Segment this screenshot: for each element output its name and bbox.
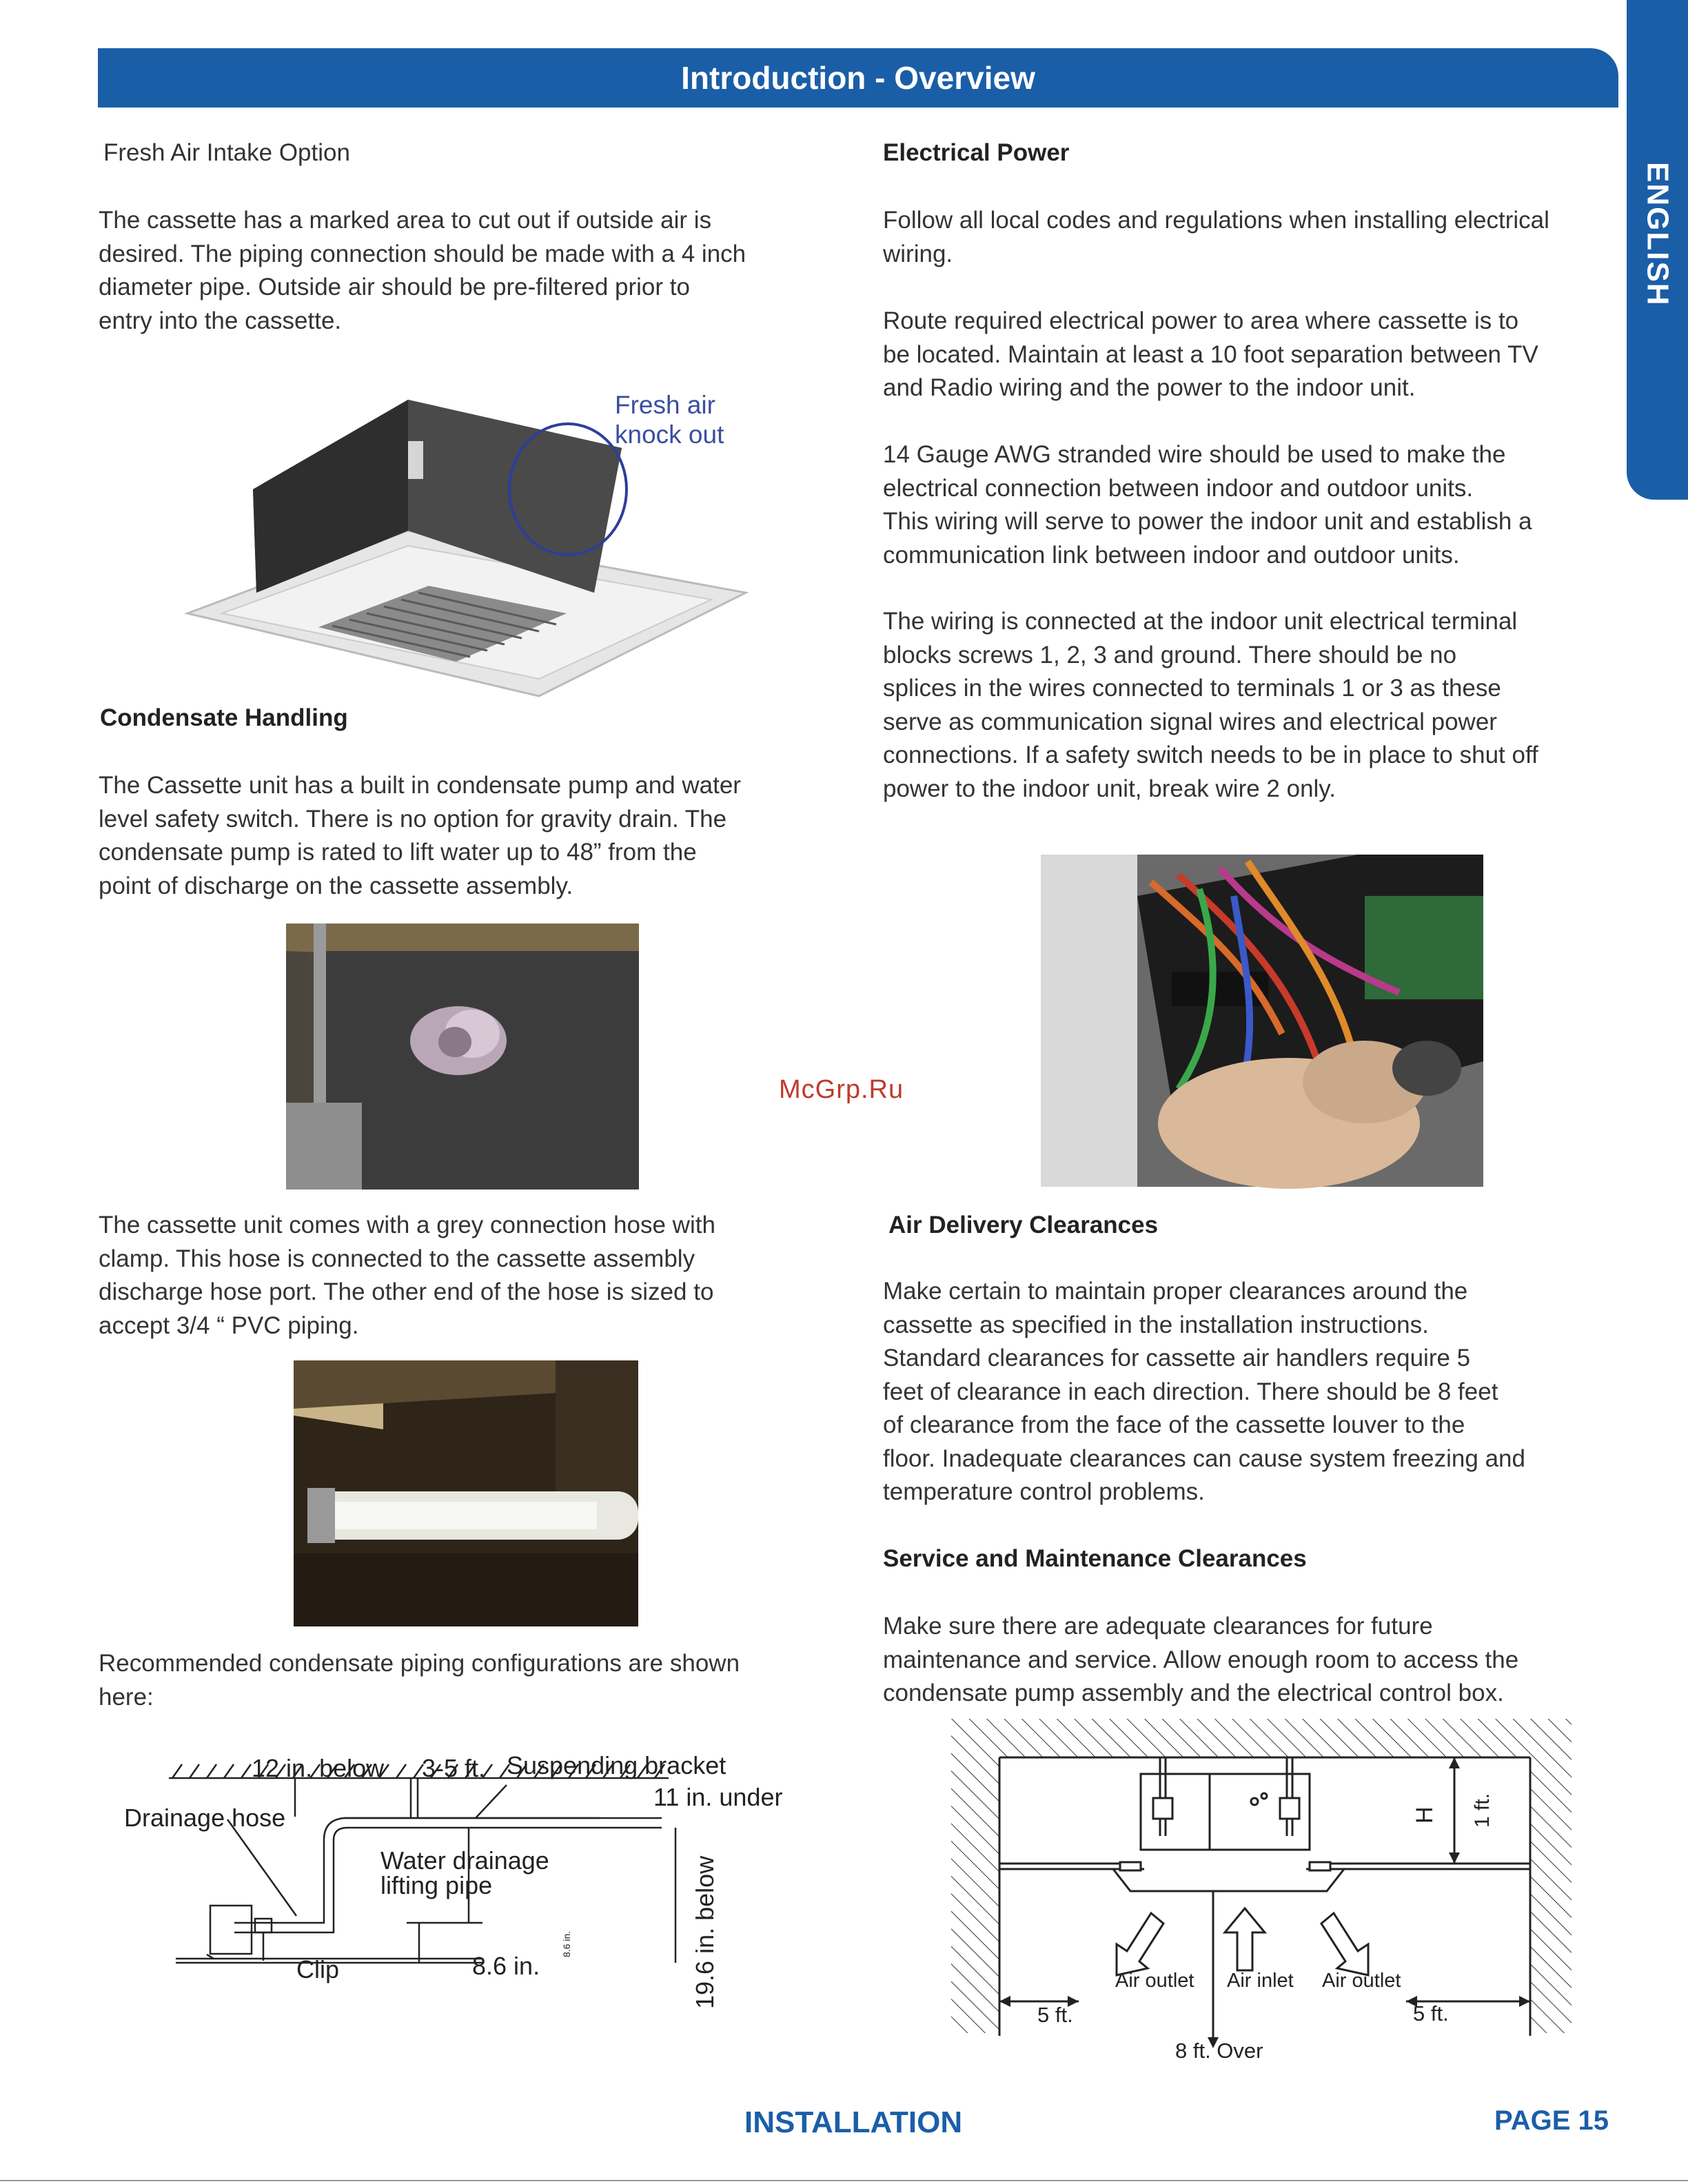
text-line: Standard clearances for cassette air handlers require 5	[883, 1345, 1471, 1371]
label-drainage-hose: Drainage hose	[124, 1804, 286, 1832]
electrical-p2	[883, 305, 1538, 405]
footer-section-label: INSTALLATION	[744, 2105, 963, 2139]
text-line: level safety switch. There is no option for gravity drain. The	[99, 805, 727, 833]
watermark: McGrp.Ru	[779, 1075, 904, 1104]
cassette-unit-illustration	[181, 365, 773, 703]
text-line: diameter pipe. Outside air should be pre-filtered prior to	[99, 274, 690, 300]
label-8-6-in: 8.6 in.	[472, 1952, 540, 1980]
footer-page-number: PAGE 15	[1494, 2105, 1609, 2136]
text-line: 14 Gauge AWG stranded wire should be used to make the	[883, 441, 1506, 468]
text-line: connections. If a safety switch needs to be in place to shut off	[883, 742, 1538, 768]
text-line: point of discharge on the cassette assembly.	[99, 872, 573, 899]
label-water-drainage: Water drainage	[380, 1846, 549, 1875]
service-heading: Service and Maintenance Clearances	[883, 1545, 1307, 1572]
text-line: power to the indoor unit, break wire 2 only.	[883, 775, 1336, 802]
text-line: electrical connection between indoor and outdoor units.	[883, 474, 1474, 502]
text-line: feet of clearance in each direction. There should be 8 feet	[883, 1378, 1498, 1405]
text-line: Make certain to maintain proper clearances around the	[883, 1278, 1468, 1305]
label-5-ft-left: 5 ft.	[1037, 2003, 1073, 2027]
text-line: wiring.	[883, 240, 953, 267]
text-line: discharge hose port. The other end of the hose is sized to	[99, 1278, 714, 1305]
electrical-p1	[883, 204, 1549, 271]
label-3-5-ft: 3-5 ft.	[422, 1754, 486, 1782]
text-line: The cassette unit comes with a grey connection hose with	[99, 1212, 715, 1238]
condensate-heading: Condensate Handling	[100, 704, 348, 731]
text-line: blocks screws 1, 2, 3 and ground. There should be no	[883, 641, 1457, 669]
text-line: be located. Maintain at least a 10 foot separation between TV	[883, 340, 1538, 368]
text-line: accept 3/4 “ PVC piping.	[99, 1312, 359, 1339]
fresh-air-body	[99, 204, 746, 338]
fresh-air-heading: Fresh Air Intake Option	[103, 139, 350, 166]
terminal-wiring-photo	[1041, 855, 1483, 1187]
fresh-air-callout-line1: Fresh air	[615, 391, 715, 419]
text-line: condensate pump is rated to lift water up to 48” from the	[99, 839, 697, 866]
text-line: maintenance and service. Allow enough room to access the	[883, 1646, 1519, 1673]
label-air-inlet: Air inlet	[1227, 1970, 1294, 1992]
page-title: Introduction - Overview	[681, 60, 1035, 96]
label-air-outlet-left: Air outlet	[1115, 1970, 1194, 1992]
text-line: clamp. This hose is connected to the cassette assembly	[99, 1245, 695, 1272]
electrical-p3	[883, 438, 1532, 572]
text-line: The Cassette unit has a built in condensate pump and water	[99, 772, 741, 799]
label-1-ft: 1 ft.	[1471, 1793, 1494, 1828]
text-line: desired. The piping connection should be made with a 4 inch	[99, 240, 746, 267]
label-8-ft-over: 8 ft. Over	[1175, 2039, 1263, 2063]
label-11-in-under: 11 in. under	[653, 1783, 783, 1811]
text-line: Route required electrical power to area where cassette is to	[883, 307, 1519, 334]
text-line: Recommended condensate piping configurations are shown	[99, 1650, 740, 1677]
text-line: The cassette has a marked area to cut out if outside air is	[99, 207, 712, 234]
connection-hose-photo	[294, 1360, 638, 1626]
hose-text	[99, 1209, 715, 1343]
label-5-ft-right: 5 ft.	[1413, 2001, 1449, 2025]
language-tab-label: ENGLISH	[1640, 162, 1675, 307]
text-line: condensate pump assembly and the electrical control box.	[883, 1680, 1504, 1706]
text-line: of clearance from the face of the cassette louver to the	[883, 1411, 1465, 1438]
text-line: Follow all local codes and regulations when installing electrical	[883, 207, 1549, 234]
clearance-diagram	[951, 1719, 1572, 2070]
recommended-text	[99, 1647, 740, 1714]
text-line: entry into the cassette.	[99, 307, 342, 334]
text-line: cassette as specified in the installation instructions.	[883, 1311, 1429, 1338]
text-line: here:	[99, 1683, 154, 1711]
label-air-outlet-right: Air outlet	[1322, 1970, 1401, 1992]
text-line: Make sure there are adequate clearances for future	[883, 1613, 1433, 1640]
air-delivery-heading: Air Delivery Clearances	[888, 1212, 1159, 1238]
text-line: and Radio wiring and the power to the indoor unit.	[883, 374, 1416, 401]
label-12-in-below: 12 in. below	[252, 1754, 385, 1782]
condensate-body	[99, 769, 741, 903]
label-small-8-6: 8.6 in.	[561, 1930, 572, 1957]
text-line: serve as communication signal wires and electrical power	[883, 708, 1497, 735]
electrical-heading: Electrical Power	[883, 139, 1070, 166]
service-body	[883, 1610, 1518, 1711]
text-line: temperature control problems.	[883, 1478, 1205, 1505]
fresh-air-callout-line2: knock out	[615, 420, 724, 449]
label-suspending-bracket: Suspending bracket	[507, 1751, 726, 1779]
electrical-p4	[883, 605, 1538, 806]
bottom-divider	[0, 2180, 1688, 2181]
label-h: H	[1412, 1806, 1438, 1824]
text-line: This wiring will serve to power the indoor unit and establish a	[883, 508, 1532, 535]
label-lifting-pipe: lifting pipe	[380, 1871, 493, 1899]
label-clip: Clip	[296, 1955, 340, 1983]
label-19-6-in-below: 19.6 in. below	[691, 1855, 719, 2009]
text-line: floor. Inadequate clearances can cause system freezing and	[883, 1445, 1525, 1472]
air-delivery-body	[883, 1275, 1525, 1509]
text-line: splices in the wires connected to terminals 1 or 3 as these	[883, 675, 1501, 702]
text-line: The wiring is connected at the indoor unit electrical terminal	[883, 608, 1518, 635]
text-line: communication link between indoor and outdoor units.	[883, 541, 1460, 569]
discharge-port-photo	[286, 923, 639, 1190]
condensate-piping-diagram	[117, 1751, 783, 2012]
